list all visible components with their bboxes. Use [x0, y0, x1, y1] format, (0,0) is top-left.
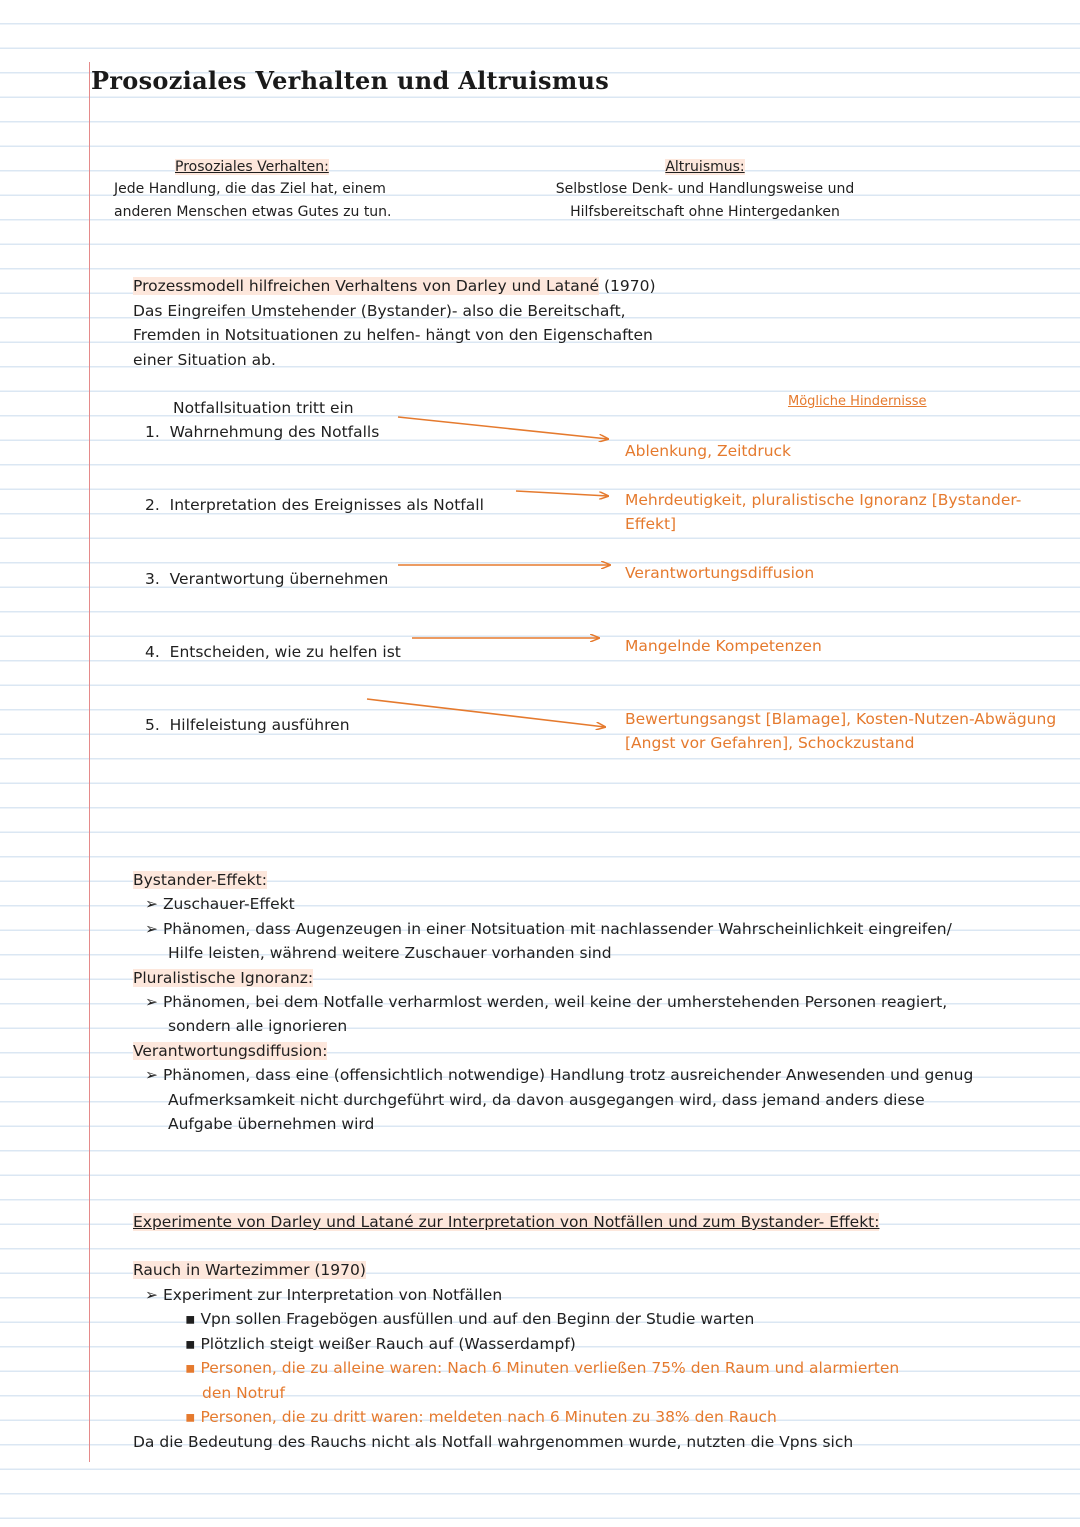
glossary-verantwortung-item-1-line-1: Phänomen, dass eine (offensichtlich notwendige) Handlung trotz ausreichender Anwesenden und genug	[162, 1066, 974, 1084]
glossary-term-verantwortung	[133, 1039, 327, 1064]
glossary-term-verantwortung-text: Verantwortungsdiffusion:	[133, 1042, 328, 1060]
rauch-bullet-3-cont: den Notruf	[202, 1384, 285, 1402]
glossary-term-pluralistische	[133, 966, 313, 991]
notfall-intro: Notfallsituation tritt ein	[173, 399, 354, 417]
rauch-bullet-1	[185, 1307, 754, 1332]
step-3-label: Verantwortung übernehmen	[169, 570, 389, 588]
glossary-pluralistische-item-1-line-1: Phänomen, bei dem Notfalle verharmlost werden, weil keine der umherstehenden Personen reagiert,	[162, 993, 948, 1011]
step-4-label: Entscheiden, wie zu helfen ist	[169, 643, 401, 661]
step-3-number: 3.	[145, 570, 160, 588]
arrow-right-icon	[398, 417, 608, 439]
hindernisse-heading: Mögliche Hindernisse	[788, 394, 927, 409]
experimente-closing: Da die Bedeutung des Rauchs nicht als Notfall wahrgenommen wurde, nutzten die Vpns sich	[133, 1433, 854, 1451]
prozessmodell-line-3: einer Situation ab.	[133, 351, 276, 369]
prozessmodell-line-1: Das Eingreifen Umstehender (Bystander)- also die Bereitschaft,	[133, 302, 626, 320]
obstacle-2-line-2: Effekt]	[625, 515, 677, 533]
glossary-term-bystander-text: Bystander-Effekt:	[133, 871, 267, 889]
prosozial-definition-line-2: anderen Menschen etwas Gutes zu tun.	[114, 204, 392, 220]
rauch-bullet-2	[185, 1332, 576, 1357]
step-5-number: 5.	[145, 716, 160, 734]
rauch-arrow-item	[145, 1283, 502, 1308]
rauch-bullet-4	[185, 1405, 777, 1430]
obstacle-2-line-1: Mehrdeutigkeit, pluralistische Ignoranz [Bystander-	[625, 491, 1022, 509]
prozessmodell-year: (1970)	[604, 277, 656, 295]
experimente-heading-text: Experimente von Darley und Latané zur Interpretation von Notfällen und zum Bystander- Effekt:	[133, 1213, 880, 1231]
obstacle-4: Mangelnde Kompetenzen	[625, 637, 822, 655]
prosozial-heading-text: Prosoziales Verhalten:	[175, 159, 329, 175]
step-2-number: 2.	[145, 496, 160, 514]
square-bullet-icon: ▪	[185, 1335, 196, 1353]
step-2-label: Interpretation des Ereignisses als Notfall	[169, 496, 484, 514]
arrow-right-icon	[367, 699, 605, 727]
glossary-term-pluralistische-text: Pluralistische Ignoranz:	[133, 969, 314, 987]
list-arrow-icon: ➢	[145, 920, 158, 938]
rauch-bullet-4-text: Personen, die zu dritt waren: meldeten nach 6 Minuten zu 38% den Rauch	[200, 1408, 777, 1426]
rauch-heading	[133, 1258, 366, 1283]
rauch-arrow-item-text: Experiment zur Interpretation von Notfällen	[162, 1286, 503, 1304]
glossary-verantwortung-item-1-cont-2: Aufgabe übernehmen wird	[168, 1115, 375, 1133]
glossary-bystander-item-1	[145, 892, 295, 917]
step-1-number: 1.	[145, 423, 160, 441]
list-arrow-icon: ➢	[145, 1286, 158, 1304]
glossary-bystander-item-1-text: Zuschauer-Effekt	[162, 895, 295, 913]
step-5-label: Hilfeleistung ausführen	[169, 716, 350, 734]
rauch-bullet-1-text: Vpn sollen Fragebögen ausfüllen und auf den Beginn der Studie warten	[200, 1310, 755, 1328]
experimente-heading	[133, 1210, 879, 1235]
rauch-heading-text: Rauch in Wartezimmer (1970)	[133, 1261, 366, 1279]
square-bullet-icon: ▪	[185, 1408, 196, 1426]
list-arrow-icon: ➢	[145, 993, 158, 1011]
obstacle-1: Ablenkung, Zeitdruck	[625, 442, 792, 460]
glossary-bystander-item-2-cont: Hilfe leisten, während weitere Zuschauer vorhanden sind	[168, 944, 612, 962]
obstacle-5-line-2: [Angst vor Gefahren], Schockzustand	[625, 734, 915, 752]
page-title: Prosoziales Verhalten und Altruismus	[91, 66, 610, 95]
obstacle-3: Verantwortungsdiffusion	[625, 564, 815, 582]
square-bullet-icon: ▪	[185, 1359, 196, 1377]
square-bullet-icon: ▪	[185, 1310, 196, 1328]
list-arrow-icon: ➢	[145, 895, 158, 913]
altruismus-definition-line-1: Selbstlose Denk- und Handlungsweise und	[555, 181, 855, 197]
glossary-bystander-item-2	[145, 917, 952, 942]
rauch-bullet-2-text: Plötzlich steigt weißer Rauch auf (Wasserdampf)	[200, 1335, 576, 1353]
glossary-bystander-item-2-line-1: Phänomen, dass Augenzeugen in einer Notsituation mit nachlassender Wahrscheinlichkeit eingreifen/	[162, 920, 952, 938]
rauch-bullet-3	[185, 1356, 899, 1381]
step-4-number: 4.	[145, 643, 160, 661]
glossary-pluralistische-item-1-cont: sondern alle ignorieren	[168, 1017, 348, 1035]
arrow-right-icon	[516, 491, 608, 496]
glossary-verantwortung-item-1	[145, 1063, 973, 1088]
prosozial-definition-line-1: Jede Handlung, die das Ziel hat, einem	[114, 181, 386, 197]
altruismus-definition-line-2: Hilfsbereitschaft ohne Hintergedanken	[570, 204, 840, 220]
step-1-label: Wahrnehmung des Notfalls	[169, 423, 380, 441]
prozessmodell-heading-text: Prozessmodell hilfreichen Verhaltens von Darley und Latané	[133, 277, 600, 295]
glossary-verantwortung-item-1-cont-1: Aufmerksamkeit nicht durchgeführt wird, da davon ausgegangen wird, dass jemand anders diese	[168, 1091, 925, 1109]
glossary-pluralistische-item-1	[145, 990, 947, 1015]
prozessmodell-line-2: Fremden in Notsituationen zu helfen- hängt von den Eigenschaften	[133, 326, 653, 344]
rauch-bullet-3-line-1: Personen, die zu alleine waren: Nach 6 Minuten verließen 75% den Raum und alarmierten	[200, 1359, 900, 1377]
list-arrow-icon: ➢	[145, 1066, 158, 1084]
obstacle-5-line-1: Bewertungsangst [Blamage], Kosten-Nutzen-Abwägung	[625, 710, 1057, 728]
altruismus-heading-text: Altruismus:	[665, 159, 745, 175]
glossary-term-bystander	[133, 868, 267, 893]
